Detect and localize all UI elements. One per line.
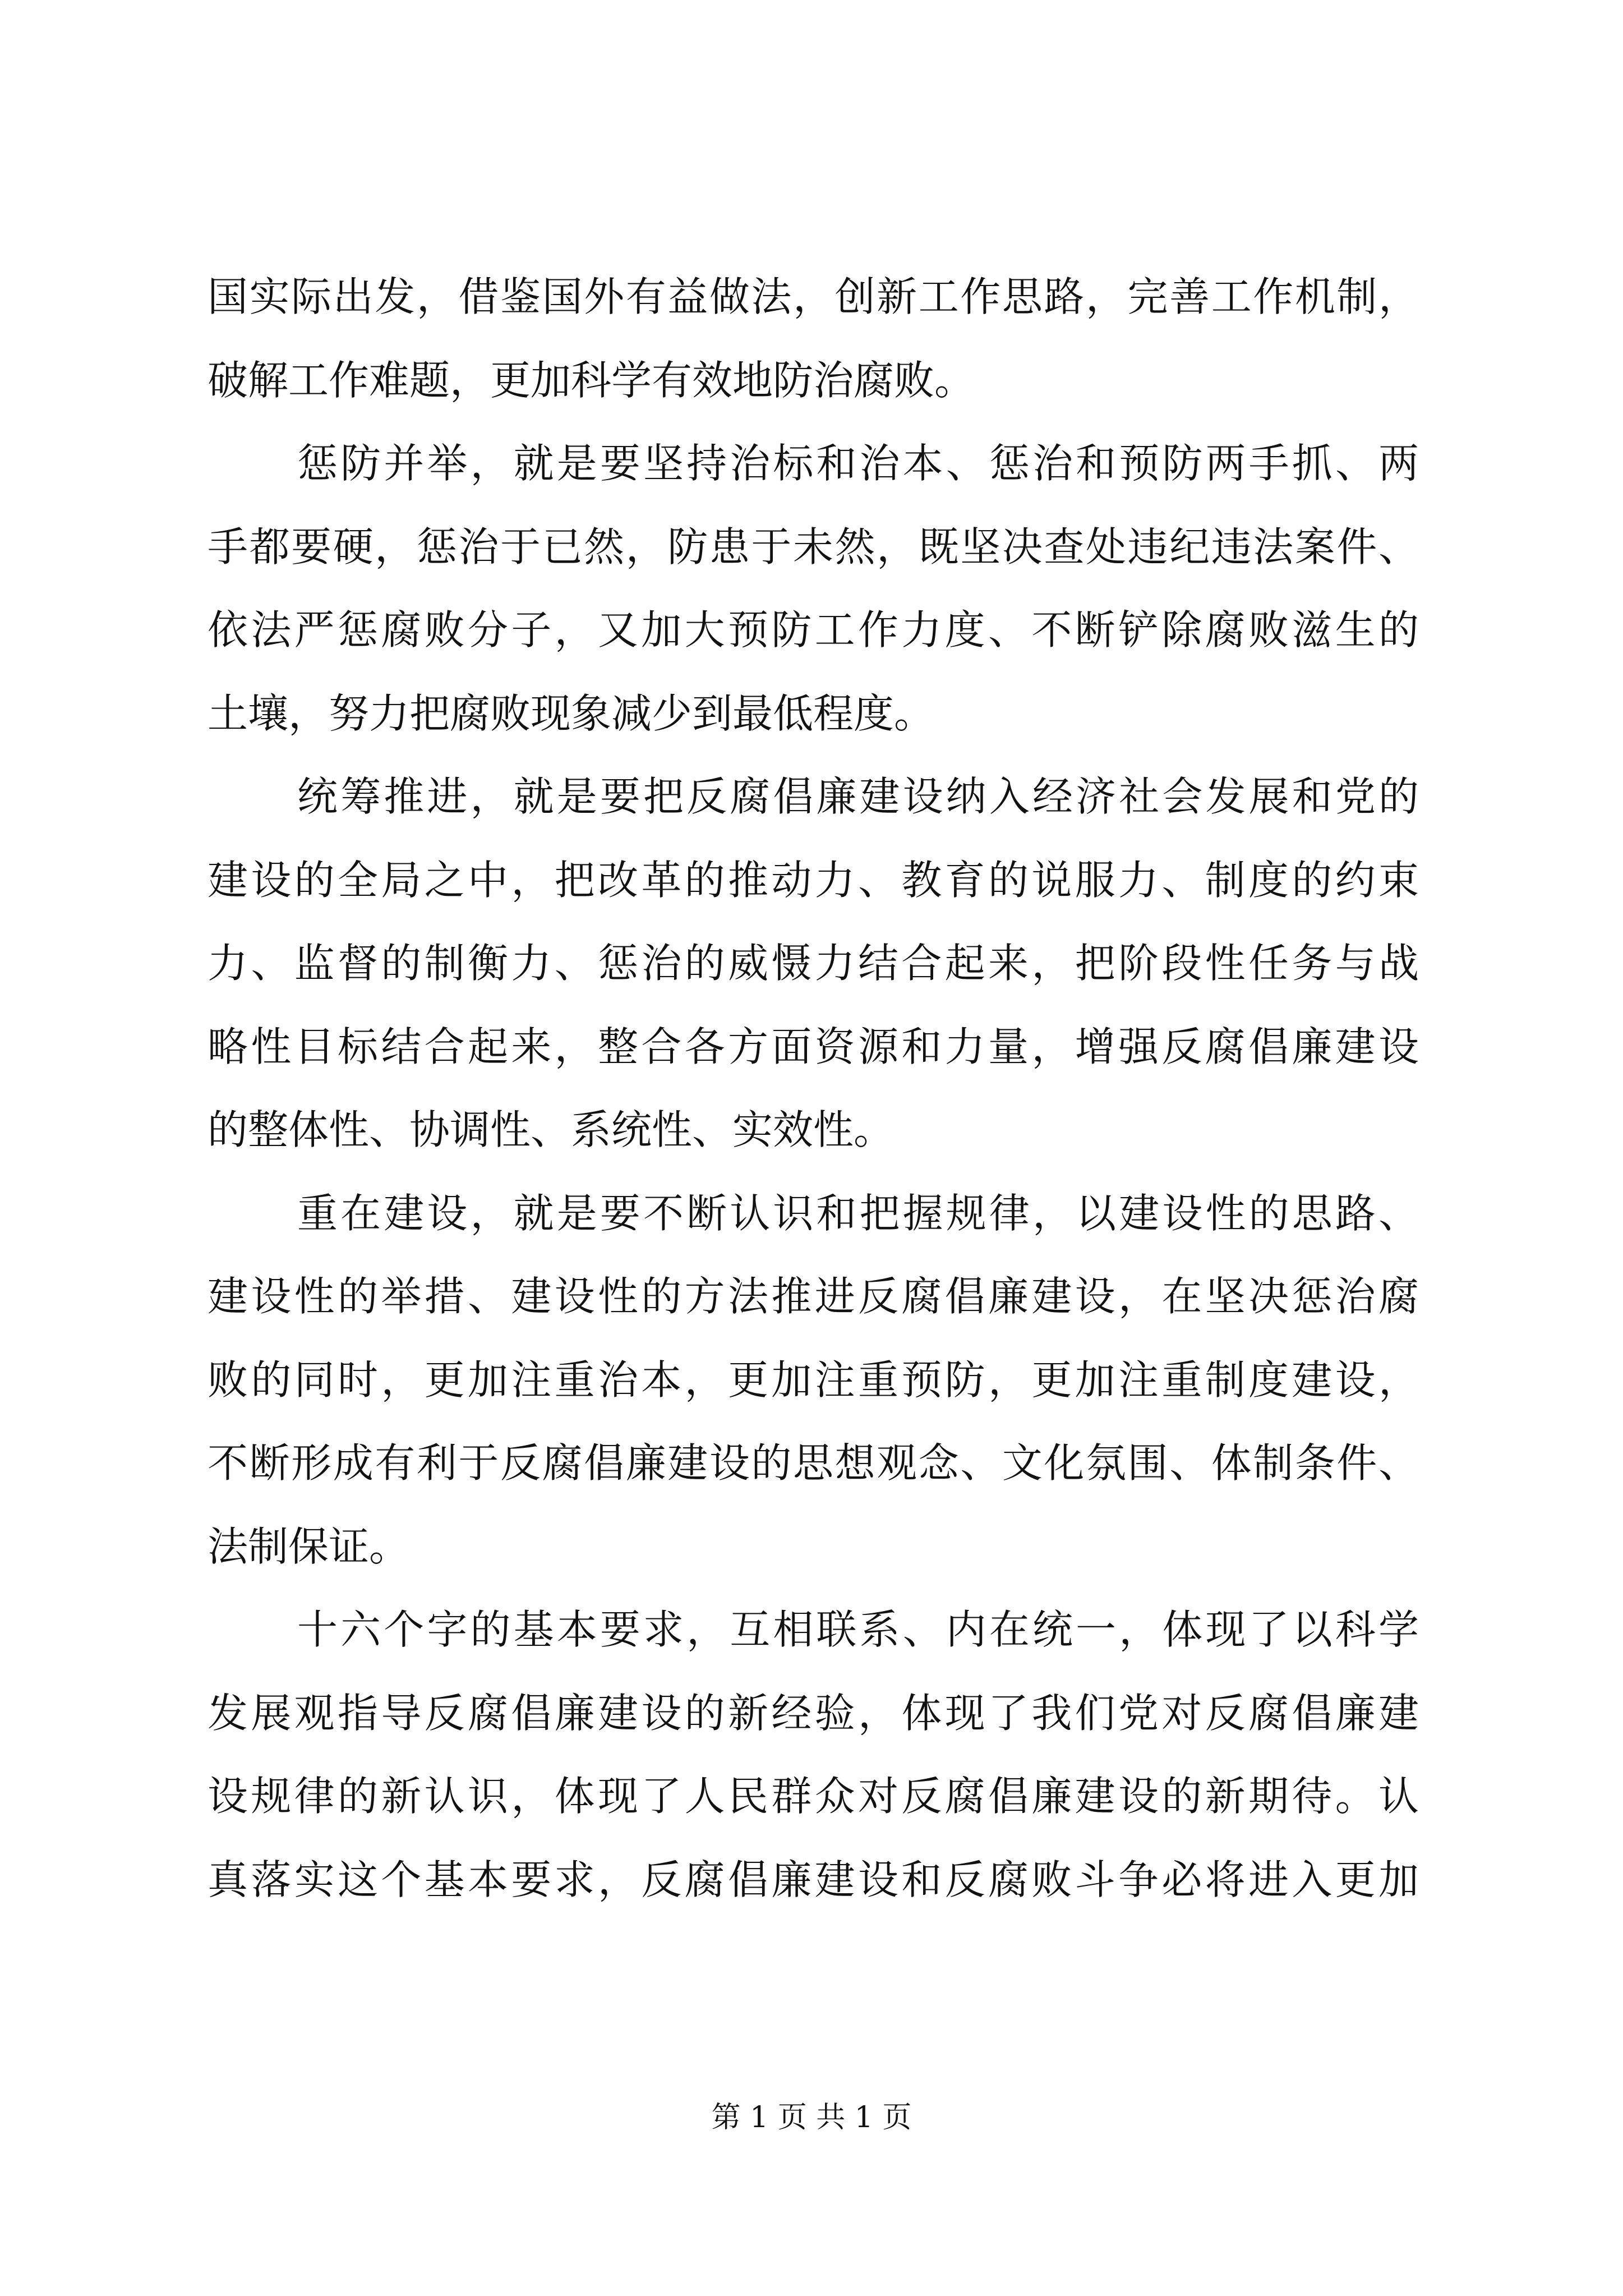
text-line: 的整体性、协调性、系统性、实效性。 — [208, 1106, 895, 1153]
text-line: 发展观指导反腐倡廉建设的新经验，体现了我们党对反腐倡廉建 — [208, 1689, 1419, 1737]
text-line: 略性目标结合起来，整合各方面资源和力量，增强反腐倡廉建设 — [208, 1023, 1419, 1070]
text-line: 建设性的举措、建设性的方法推进反腐倡廉建设，在坚决惩治腐 — [208, 1273, 1419, 1320]
page-number-footer: 第 1 页 共 1 页 — [711, 2101, 912, 2134]
paragraph-first-line: 十六个字的基本要求，互相联系、内在统一，体现了以科学 — [297, 1606, 1419, 1653]
text-line: 手都要硬，惩治于已然，防患于未然，既坚决查处违纪违法案件、 — [208, 523, 1419, 570]
body-text — [208, 255, 1419, 1921]
text-line: 国实际出发，借鉴国外有益做法，创新工作思路，完善工作机制， — [208, 273, 1419, 320]
text-line: 设规律的新认识，体现了人民群众对反腐倡廉建设的新期待。认 — [208, 1773, 1419, 1820]
text-line: 土壤，努力把腐败现象减少到最低程度。 — [208, 689, 935, 737]
text-line: 败的同时，更加注重治本，更加注重预防，更加注重制度建设， — [208, 1356, 1419, 1404]
paragraph-first-line: 惩防并举，就是要坚持治标和治本、惩治和预防两手抓、两 — [297, 440, 1419, 487]
text-line: 建设的全局之中，把改革的推动力、教育的说服力、制度的约束 — [208, 856, 1419, 904]
text-line: 依法严惩腐败分子，又加大预防工作力度、不断铲除腐败滋生的 — [208, 606, 1419, 654]
paragraph-first-line: 重在建设，就是要不断认识和把握规律，以建设性的思路、 — [297, 1189, 1419, 1237]
text-line: 力、监督的制衡力、惩治的威慑力结合起来，把阶段性任务与战 — [208, 940, 1419, 987]
text-line: 法制保证。 — [208, 1522, 410, 1570]
text-line: 真落实这个基本要求，反腐倡廉建设和反腐败斗争必将进入更加 — [208, 1856, 1419, 1903]
text-line: 不断形成有利于反腐倡廉建设的思想观念、文化氛围、体制条件、 — [208, 1439, 1419, 1487]
paragraph-first-line: 统筹推进，就是要把反腐倡廉建设纳入经济社会发展和党的 — [297, 773, 1419, 820]
text-line: 破解工作难题，更加科学有效地防治腐败。 — [208, 356, 975, 404]
